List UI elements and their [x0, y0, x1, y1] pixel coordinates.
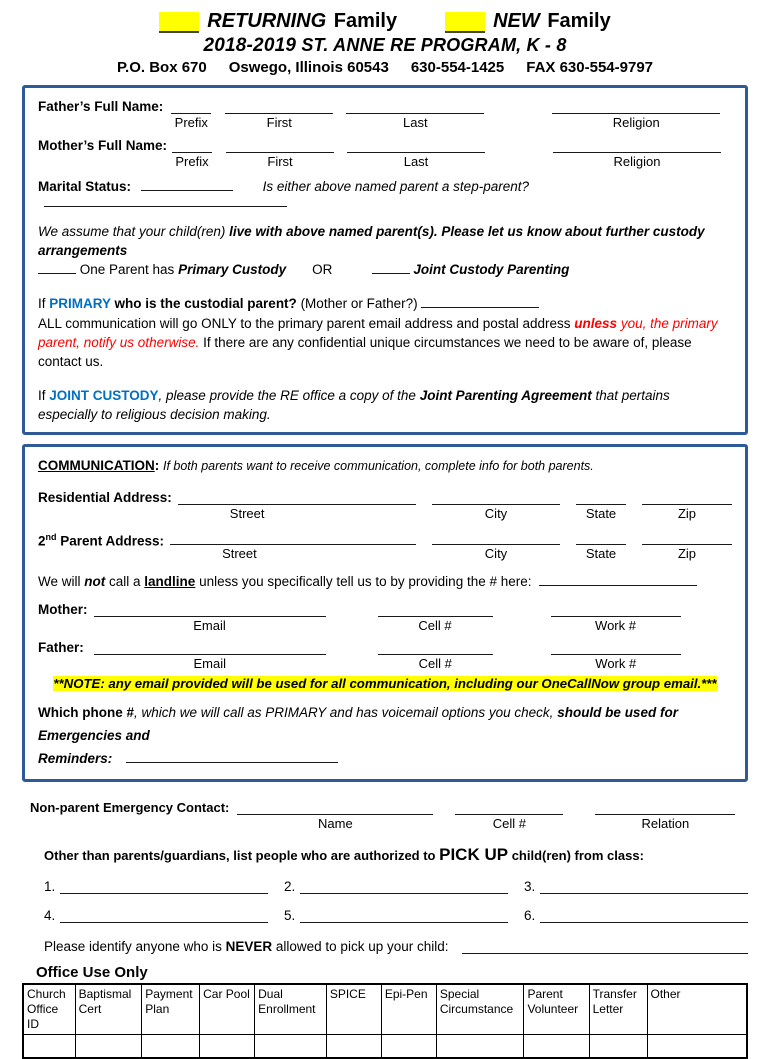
col-parent-volunteer: Parent Volunteer — [524, 984, 589, 1035]
work-caption: Work # — [595, 656, 637, 672]
communication-heading: COMMUNICATION: If both parents want to receive communication, complete info for both parents. — [38, 458, 594, 474]
residential-street-field[interactable] — [178, 489, 416, 505]
which-phone-paragraph: Which phone #, which we will call as PRIMARY and has voicemail options you check, should be used for Emergencies and Reminders: — [38, 705, 678, 767]
custody-assumption-paragraph: We assume that your child(ren) live with above named parent(s). Please let us know about further custody arrangements One Parent has Primary Custody OR Joint Custody Parenting — [38, 224, 705, 278]
col-special-circumstance: Special Circumstance — [436, 984, 524, 1035]
pickup-number: 3. — [524, 879, 536, 895]
second-parent-address-row — [38, 529, 732, 561]
office-table-cell — [647, 1035, 747, 1058]
mother-contact-label: Mother: — [38, 602, 88, 618]
custodial-parent-field[interactable] — [421, 295, 539, 308]
new-family-checkbox-field[interactable] — [445, 12, 485, 33]
religion-caption: Religion — [612, 115, 660, 130]
step-parent-question: Is either above named parent a step-parent? — [262, 179, 529, 194]
pickup-person-5-field[interactable] — [300, 910, 508, 923]
primary-custody-field[interactable] — [38, 261, 76, 274]
residential-address-row — [38, 489, 732, 521]
pickup-person-6-field[interactable] — [540, 910, 748, 923]
mother-name-row — [38, 137, 732, 169]
pickup-number: 4. — [44, 908, 56, 924]
second-parent-state-field[interactable] — [576, 529, 626, 545]
father-name-row — [38, 98, 732, 130]
pickup-number: 6. — [524, 908, 536, 924]
relation-caption: Relation — [641, 816, 690, 832]
state-caption: State — [585, 546, 617, 562]
new-family-label: NEW Family — [493, 10, 611, 32]
father-email-field[interactable] — [94, 639, 326, 655]
pickup-number: 2. — [284, 879, 296, 895]
cell-caption: Cell # — [418, 618, 452, 634]
marital-status-row — [38, 178, 732, 210]
pickup-intro: Other than parents/guardians, list people who are authorized to PICK UP child(ren) from class: — [44, 845, 644, 865]
returning-family-label: RETURNING Family — [207, 10, 398, 32]
zip-caption: Zip — [677, 506, 697, 522]
col-other: Other — [647, 984, 747, 1035]
mother-cell-field[interactable] — [378, 601, 493, 617]
emergency-contact-label: Non-parent Emergency Contact: — [30, 800, 230, 816]
landline-number-field[interactable] — [539, 573, 697, 586]
mother-last-field[interactable] — [347, 137, 485, 153]
col-car-pool: Car Pool — [200, 984, 255, 1035]
email-note-text: **NOTE: any email provided will be used for all communication, including our OneCallNow group email.*** — [53, 676, 717, 692]
first-caption: First — [266, 115, 292, 130]
street-caption: Street — [229, 506, 265, 522]
col-transfer-letter: Transfer Letter — [589, 984, 647, 1035]
primary-keyword: PRIMARY — [49, 296, 111, 312]
pickup-person-4-field[interactable] — [60, 910, 268, 923]
name-caption: Name — [318, 816, 353, 832]
emergency-cell-field[interactable] — [455, 799, 563, 815]
second-parent-zip-field[interactable] — [642, 529, 732, 545]
cell-caption: Cell # — [418, 656, 452, 672]
marital-status-label: Marital Status: — [38, 179, 132, 194]
pickup-number: 1. — [44, 879, 56, 895]
never-pickup-text: Please identify anyone who is NEVER allowed to pick up your child: — [44, 939, 449, 955]
primary-custody-paragraph: If PRIMARY who is the custodial parent? (Mother or Father?) ALL communication will go ONLY to the primary parent email address and postal address unless you, the primary parent, notify us otherwise. If there are any confidential unique circumstances we need to be aware of, please contact us. — [38, 296, 718, 369]
mother-name-label: Mother’s Full Name: — [38, 138, 168, 153]
col-church-office-id: Church Office ID — [23, 984, 75, 1035]
office-table-cell — [200, 1035, 255, 1058]
emergency-name-field[interactable] — [237, 799, 433, 815]
city-caption: City — [484, 546, 508, 562]
father-last-field[interactable] — [346, 98, 484, 114]
col-baptismal-cert: Baptismal Cert — [75, 984, 142, 1035]
office-use-heading: Office Use Only — [36, 964, 148, 982]
father-contact-row — [38, 639, 732, 671]
step-parent-field[interactable] — [44, 194, 287, 207]
last-caption: Last — [403, 154, 429, 169]
marital-status-field[interactable] — [141, 178, 233, 191]
pickup-number: 5. — [284, 908, 296, 924]
landline-line: We will not call a landline unless you specifically tell us to by providing the # here: — [38, 573, 732, 589]
second-parent-street-field[interactable] — [170, 529, 416, 545]
office-table-cell — [436, 1035, 524, 1058]
phone-number: 630-554-1425 — [410, 59, 505, 76]
emergency-relation-field[interactable] — [595, 799, 735, 815]
last-caption: Last — [402, 115, 428, 130]
office-table-cell — [589, 1035, 647, 1058]
father-contact-label: Father: — [38, 640, 84, 656]
office-use-table — [22, 983, 748, 1059]
never-pickup-field[interactable] — [462, 941, 748, 954]
pickup-row-1 — [44, 880, 748, 894]
mother-email-field[interactable] — [94, 601, 326, 617]
pickup-person-2-field[interactable] — [300, 881, 508, 894]
father-work-field[interactable] — [551, 639, 681, 655]
father-prefix-field[interactable] — [171, 98, 211, 114]
father-cell-field[interactable] — [378, 639, 493, 655]
po-box: P.O. Box 670 — [116, 59, 207, 76]
pickup-person-3-field[interactable] — [540, 881, 748, 894]
col-dual-enrollment: Dual Enrollment — [255, 984, 327, 1035]
second-parent-address-label: 2nd Parent Address: — [38, 532, 165, 549]
office-table-cell — [381, 1035, 436, 1058]
office-table-cell — [524, 1035, 589, 1058]
city-caption: City — [484, 506, 508, 522]
joint-custody-keyword: JOINT CUSTODY — [49, 388, 159, 404]
office-table-cell — [75, 1035, 142, 1058]
residential-address-label: Residential Address: — [38, 490, 172, 506]
father-religion-field[interactable] — [552, 98, 720, 114]
family-type-line — [22, 10, 748, 33]
office-table-header-row — [23, 984, 747, 1035]
office-table-cell — [255, 1035, 327, 1058]
col-payment-plan: Payment Plan — [142, 984, 200, 1035]
email-note-banner — [38, 674, 732, 694]
form-header — [22, 10, 748, 76]
prefix-caption: Prefix — [174, 115, 208, 130]
fax-number: FAX 630-554-9797 — [526, 59, 654, 76]
first-caption: First — [267, 154, 293, 169]
street-caption: Street — [222, 546, 257, 562]
joint-custody-field[interactable] — [372, 261, 410, 274]
office-table-cell — [142, 1035, 200, 1058]
second-parent-city-field[interactable] — [432, 529, 560, 545]
program-title: 2018-2019 ST. ANNE RE PROGRAM, K - 8 — [203, 35, 567, 56]
email-caption: Email — [193, 656, 227, 672]
never-pickup-line — [44, 939, 748, 954]
residential-city-field[interactable] — [432, 489, 560, 505]
mother-prefix-field[interactable] — [172, 137, 212, 153]
zip-caption: Zip — [677, 546, 697, 562]
email-caption: Email — [193, 618, 226, 634]
col-spice: SPICE — [326, 984, 381, 1035]
prefix-caption: Prefix — [175, 154, 209, 169]
parent-info-box — [22, 85, 748, 435]
father-first-field[interactable] — [225, 98, 333, 114]
city-state-zip: Oswego, Illinois 60543 — [228, 59, 389, 76]
communication-box — [22, 444, 748, 782]
joint-custody-paragraph: If JOINT CUSTODY, please provide the RE office a copy of the Joint Parenting Agreement that pertains especially to religious decision making. — [38, 388, 670, 423]
emergency-contact-row — [30, 799, 748, 831]
mother-first-field[interactable] — [226, 137, 334, 153]
pickup-row-2 — [44, 909, 748, 923]
residential-zip-field[interactable] — [642, 489, 732, 505]
program-address-line — [22, 59, 748, 76]
mother-contact-row — [38, 601, 732, 633]
mother-work-field[interactable] — [551, 601, 681, 617]
office-table-cell — [23, 1035, 75, 1058]
primary-phone-field[interactable] — [126, 750, 338, 763]
office-table-cell — [326, 1035, 381, 1058]
returning-family-checkbox-field[interactable] — [159, 12, 199, 33]
father-name-label: Father’s Full Name: — [38, 99, 164, 114]
state-caption: State — [585, 506, 617, 522]
work-caption: Work # — [595, 618, 636, 634]
office-table-empty-row — [23, 1035, 747, 1058]
pickup-person-1-field[interactable] — [60, 881, 268, 894]
residential-state-field[interactable] — [576, 489, 626, 505]
cell-caption: Cell # — [492, 816, 526, 832]
religion-caption: Religion — [613, 154, 661, 169]
col-epi-pen: Epi-Pen — [381, 984, 436, 1035]
mother-religion-field[interactable] — [553, 137, 721, 153]
